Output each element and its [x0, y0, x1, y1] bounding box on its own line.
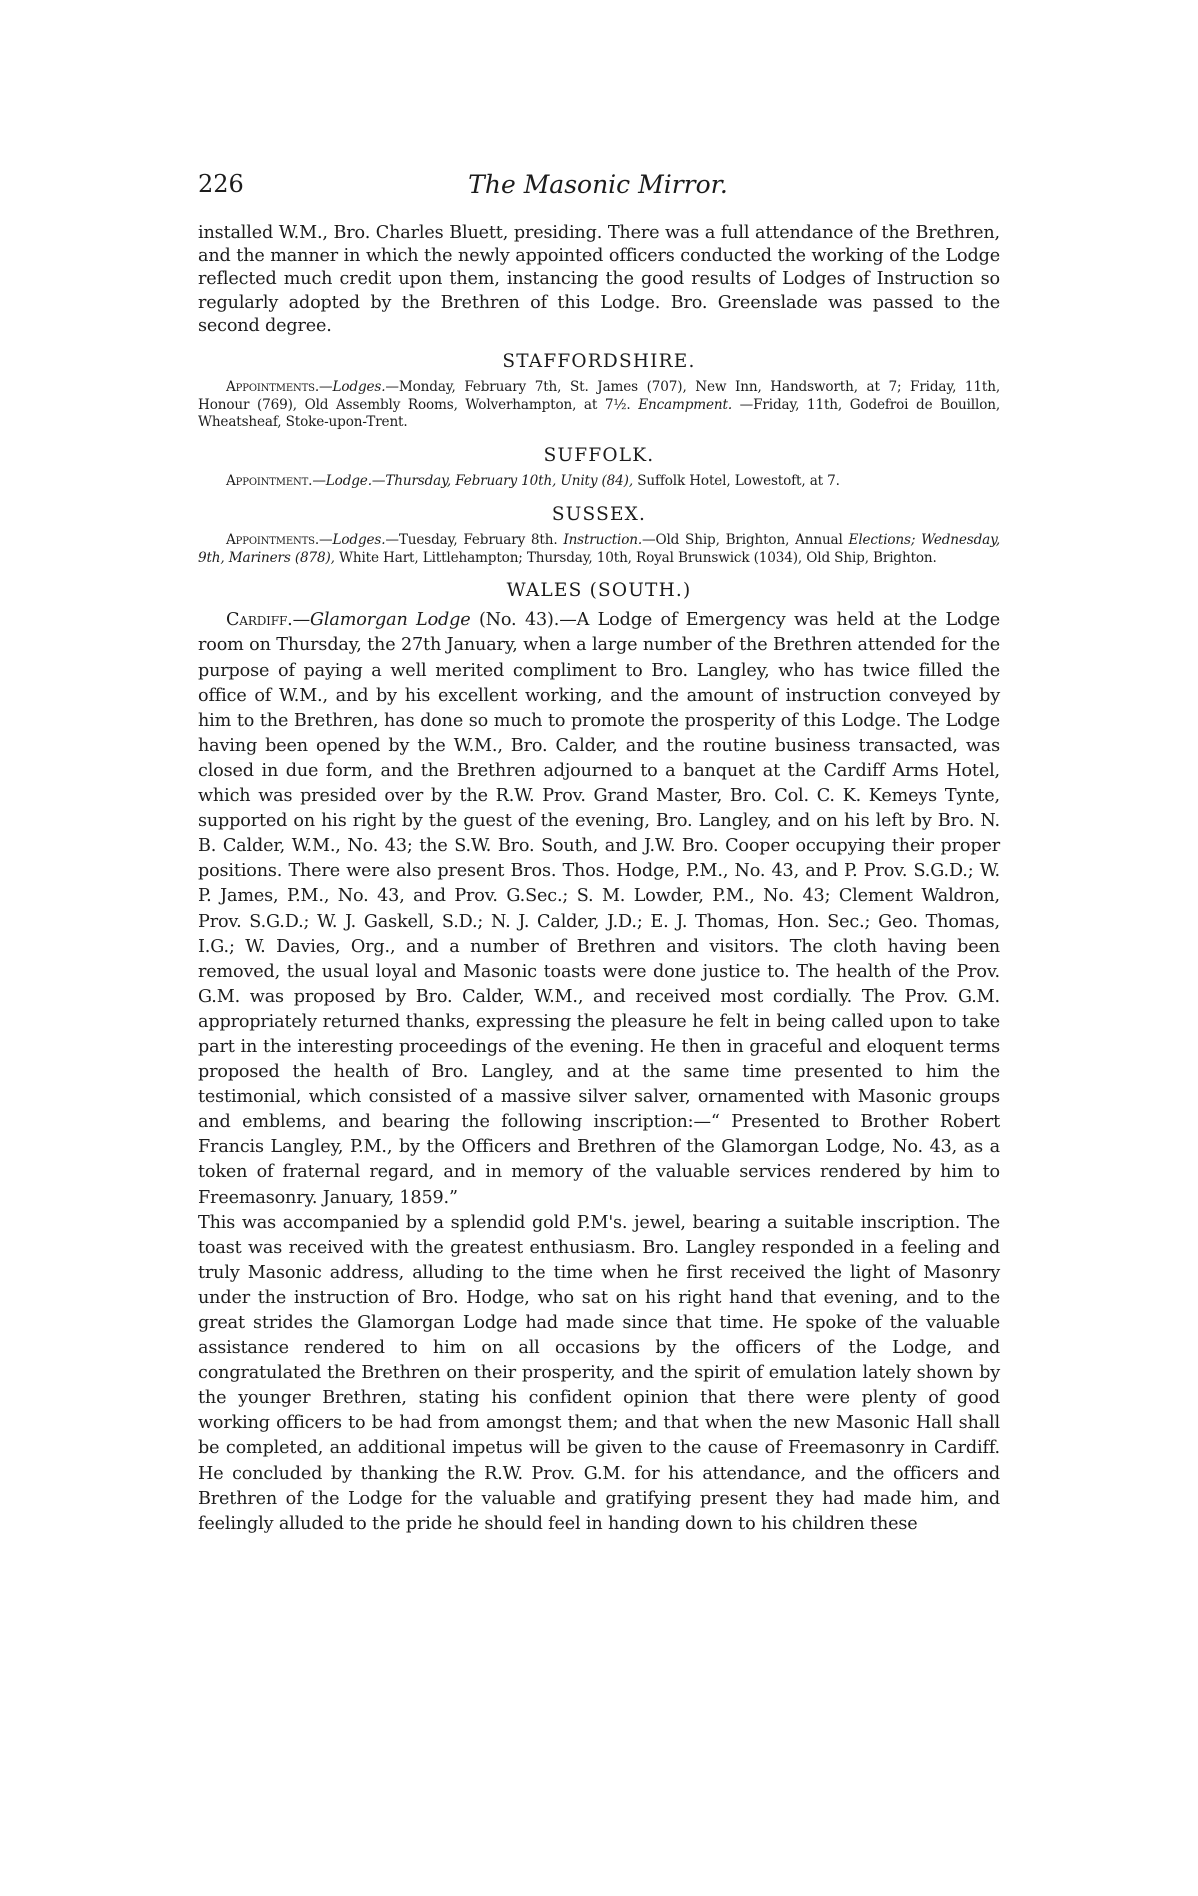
section-heading-sussex: SUSSEX.	[551, 503, 647, 525]
section-heading-suffolk: SUFFOLK.	[543, 445, 655, 466]
instruction-label: Instruction.	[563, 532, 643, 548]
page-header	[198, 170, 998, 210]
wales-body-1: —A Lodge of Emergency was held at the Lodge room on Thursday, the 27th January, when a large number of the Brethren attended for the purpose of paying a well merited compliment to Bro. Langley, who has twice filled the office of W.M., and by his excellent working, and the amount of instruction conveyed by him to the Brethren, has done so much to promote the prosperity of this Lodge. The Lodge having been opened by the W.M., Bro. Calder, and the routine business transacted, was closed in due form, and the Brethren adjourned to a banquet at the Cardiff Arms Hotel, which was presided over by the R.W. Prov. Grand Master, Bro. Col. C. K. Kemeys Tynte, supported on his right by the guest of the evening, Bro. Langley, and on his left by Bro. N. B. Calder, W.M., No. 43; the S.W. Bro. South, and J.W. Bro. Cooper occupying their proper positions. There were also present Bros. Thos. Hodge, P.M., No. 43, and P. Prov. S.G.D.; W. P. James, P.M., No. 43, and Prov. G.Sec.; S. M. Lowder, P.M., No. 43; Clement Waldron, Prov. S.G.D.; W. J. Gaskell, S.D.; N. J. Calder, J.D.; E. J. Thomas, Hon. Sec.; Geo. Thomas, I.G.; W. Davies, Org., and a number of Brethren and visitors. The cloth having been removed, the usual loyal and Masonic toasts were done justice to. The health of the Prov. G.M. was proposed by Bro. Calder, W.M., and received most cordially. The Prov. G.M. appropriately returned thanks, expressing the pleasure he felt in being called upon to take part in the interesting proceedings of the evening. He then in graceful and eloquent terms proposed the health of Bro. Langley, and at the same time presented to him the testimonial, which consisted of a massive silver salver, ornamented with Masonic groups and emblems, and bearing the following inscription:—“ Presented to Brother Robert Francis Langley, P.M., by the Officers and Brethren of the Glamorgan Lodge, No. 43, as a token of fraternal regard, and in memory of the valuable services rendered by him to Freemasonry. January, 1859.”	[198, 610, 1000, 1208]
staffordshire-text: Monday, February 7th, St. James (707), New Inn, Handsworth, at 7; Friday, 11th, Honour (769), Old Assembly Rooms, Wolverhampton, at 7½.	[198, 379, 1000, 413]
section-heading-staffordshire: STAFFORDSHIRE.	[502, 351, 696, 373]
instruction-text: —Old Ship, Brighton, Annual	[642, 532, 843, 548]
article-body	[198, 222, 1000, 1537]
sussex-date: Tuesday, February 8th.	[398, 532, 558, 548]
wales-report-paragraph: Cardiff.—Glamorgan Lodge (No. 43).—A Lodge of Emergency was held at the Lodge room on Thursday, the 27th January, when a large number of the Brethren attended for the purpose of paying a well merited compliment to Bro. Langley, who has twice filled the office of W.M., and by his excellent working, and the amount of instruction conveyed by him to the Brethren, has done so much to promote the prosperity of this Lodge. The Lodge having been opened by the W.M., Bro. Calder, and the routine business transacted, was closed in due form, and the Brethren adjourned to a banquet at the Cardiff Arms Hotel, which was presided over by the R.W. Prov. Grand Master, Bro. Col. C. K. Kemeys Tynte, supported on his right by the guest of the evening, Bro. Langley, and on his left by Bro. N. B. Calder, W.M., No. 43; the S.W. Bro. South, and J.W. Bro. Cooper occupying their proper positions. There were also present Bros. Thos. Hodge, P.M., No. 43, and P. Prov. S.G.D.; W. P. James, P.M., No. 43, and Prov. G.Sec.; S. M. Lowder, P.M., No. 43; Clement Waldron, Prov. S.G.D.; W. J. Gaskell, S.D.; N. J. Calder, J.D.; E. J. Thomas, Hon. Sec.; Geo. Thomas, I.G.; W. Davies, Org., and a number of Brethren and visitors. The cloth having been removed, the usual loyal and Masonic toasts were done justice to. The health of the Prov. G.M. was proposed by Bro. Calder, W.M., and received most cordially. The Prov. G.M. appropriately returned thanks, expressing the pleasure he felt in being called upon to take part in the interesting proceedings of the evening. He then in graceful and eloquent terms proposed the health of Bro. Langley, and at the same time presented to him the testimonial, which consisted of a massive silver salver, ornamented with Masonic groups and emblems, and bearing the following inscription:—“ Presented to Brother Robert Francis Langley, P.M., by the Officers and Brethren of the Glamorgan Lodge, No. 43, as a token of fraternal regard, and in memory of the valuable services rendered by him to Freemasonry. January, 1859.”	[198, 610, 1000, 1208]
encampment-label: Encampment.	[638, 396, 733, 413]
suffolk-text: Suffolk Hotel, Lowestoft, at 7.	[637, 473, 840, 490]
suffolk-lodge-name: Unity (84),	[560, 473, 634, 490]
wales-body-continuation: This was accompanied by a splendid gold P.M's. jewel, bearing a suitable inscription. The toast was received with the greatest enthusiasm. Bro. Langley responded in a feeling and truly Masonic address, alluding to the time when he first received the light of Masonry under the instruction of Bro. Hodge, who sat on his right hand that evening, and to the great strides the Glamorgan Lodge had made since that time. He spoke of the valuable assistance rendered to him on all occasions by the officers of the Lodge, and congratulated the Brethren on their prosperity, and the spirit of emulation lately shown by the younger Brethren, stating his confident opinion that there were plenty of good working officers to be had from amongst them; and that when the new Masonic Hall shall be completed, an additional impetus will be given to the cause of Freemasonry in Cardiff. He concluded by thanking the R.W. Prov. G.M. for his attendance, and the officers and Brethren of the Lodge for the valuable and gratifying present they had made him, and feelingly alluded to the pride he should feel in handing down to his children these	[198, 1212, 1000, 1534]
appointment-label: Appointment.	[226, 473, 313, 490]
section-heading-wales: WALES (SOUTH.)	[506, 580, 692, 602]
running-title: The Masonic Mirror.	[468, 170, 728, 199]
sussex-appointments: Appointments.—Lodges.—Tuesday, February 8th. Instruction.—Old Ship, Brighton, Annual Elections; Wednesday, 9th, Mariners (878), White Hart, Littlehampton; Thursday, 10th, Royal Brunswick (1034), Old Ship, Brighton.	[198, 532, 1000, 566]
encampment-text: —Friday, 11th, Godefroi de Bouillon, Wheatsheaf, Stoke-upon-Trent.	[198, 396, 1000, 431]
page-number: 226	[198, 170, 244, 198]
sussex-text: White Hart, Littlehampton; Thursday, 10th, Royal Brunswick (1034), Old Ship, Brighton.	[339, 549, 937, 566]
place-name: Cardiff.	[226, 610, 293, 631]
elections-label: Elections; Wednesday, 9th, Mariners (878),	[198, 532, 1000, 566]
intro-paragraph: installed W.M., Bro. Charles Bluett, presiding. There was a full attendance of the Brethren, and the manner in which the newly appointed officers conducted the working of the Lodge reflected much credit upon them, instancing the good results of Lodges of Instruction so regularly adopted by the Brethren of this Lodge. Bro. Greenslade was passed to the second degree.	[198, 223, 1000, 336]
suffolk-appointment: Appointment.—Lodge.—Thursday, February 10th, Unity (84), Suffolk Hotel, Lowestoft, at 7.	[226, 473, 840, 490]
lodges-label: Lodges.	[332, 379, 386, 396]
suffolk-date: Thursday, February 10th,	[385, 473, 557, 490]
staffordshire-appointments: Appointments.—Lodges.—Monday, February 7th, St. James (707), New Inn, Handsworth, at 7; Friday, 11th, Honour (769), Old Assembly Rooms, Wolverhampton, at 7½. Encampment. —Friday, 11th, Godefroi de Bouillon, Wheatsheaf, Stoke-upon-Trent.	[198, 379, 1000, 431]
lodge-label: Lodge.	[325, 473, 372, 490]
appointments-label: Appointments.	[226, 532, 320, 548]
appointments-label: Appointments.	[226, 379, 320, 396]
lodges-label: Lodges.	[332, 532, 386, 548]
lodge-name: Glamorgan Lodge	[310, 610, 471, 631]
lodge-number: (No. 43).	[478, 610, 560, 631]
